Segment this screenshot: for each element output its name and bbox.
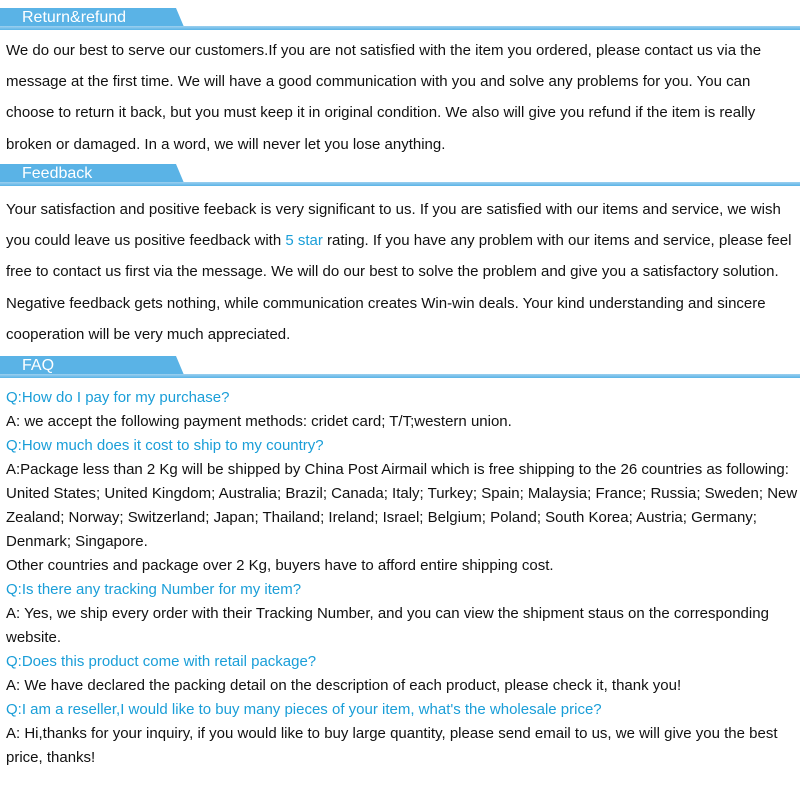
- faq-question: Q:Is there any tracking Number for my item?: [6, 581, 302, 598]
- faq-answer: A: Hi,thanks for your inquiry, if you would like to buy large quantity, please send email to us, we will give you the best price, thanks!: [6, 725, 778, 766]
- feedback-text-part-2: rating. If you have any problem with our items and service, please feel free to contact us first via the message. We will do our best to solve the problem and give you a satisfactory solution. Negative feedback gets nothing, while communication creates Win-win deals. Your kind understanding and sincere cooperation will be very much appreciated.: [6, 232, 792, 343]
- feedback-text-part-1: Your satisfaction and positive feeback is very significant to us. If you are satisfied with our items and service, we wish you could leave us positive feedback with: [6, 201, 781, 250]
- faq-question: Q:How do I pay for my purchase?: [6, 389, 230, 406]
- section-divider: [0, 182, 800, 186]
- five-star-highlight: 5 star: [285, 232, 323, 250]
- section-divider: [0, 374, 800, 378]
- section-divider: [0, 26, 800, 30]
- section-title: FAQ: [22, 357, 55, 374]
- section-header-faq: [0, 348, 800, 378]
- faq-answer: A: Yes, we ship every order with their Tracking Number, and you can view the shipment staus on the corresponding website.: [6, 605, 769, 646]
- section-title: Return&refund: [22, 9, 127, 26]
- feedback-text: [6, 194, 798, 350]
- faq-answer: A: we accept the following payment methods: cridet card; T/T;western union.: [6, 413, 512, 430]
- section-title: Feedback: [22, 165, 93, 182]
- faq-answer: A: We have declared the packing detail on the description of each product, please check it, thank you!: [6, 677, 682, 694]
- faq-question: Q:I am a reseller,I would like to buy many pieces of your item, what's the wholesale price?: [6, 701, 602, 718]
- faq-question: Q:Does this product come with retail package?: [6, 653, 317, 670]
- return-refund-text: We do our best to serve our customers.If you are not satisfied with the item you ordered, please contact us via the message at the first time. We will have a good communication with you and solve any problems for you. You can choose to return it back, but you must keep it in original condition. We also will give you refund if the item is really broken or damaged. In a word, we will never let you lose anything.: [6, 42, 762, 153]
- faq-list: [6, 386, 798, 770]
- faq-answer: A:Package less than 2 Kg will be shipped by China Post Airmail which is free shipping to the 26 countries as following: United States; United Kingdom; Australia; Brazil; Canada; Italy; Turkey; Spain; Malaysia; France; Russia; Sweden; New Zealand; Norway; Switzerland; Japan; Thailand; Ireland; Israel; Belgium; Poland; South Korea; Austria; Germany; Denmark; Singapore.: [6, 461, 798, 550]
- faq-question: Q:How much does it cost to ship to my country?: [6, 437, 324, 454]
- section-header-return-refund: [0, 0, 800, 30]
- faq-answer: Other countries and package over 2 Kg, buyers have to afford entire shipping cost.: [6, 557, 554, 574]
- section-header-feedback: [0, 156, 800, 186]
